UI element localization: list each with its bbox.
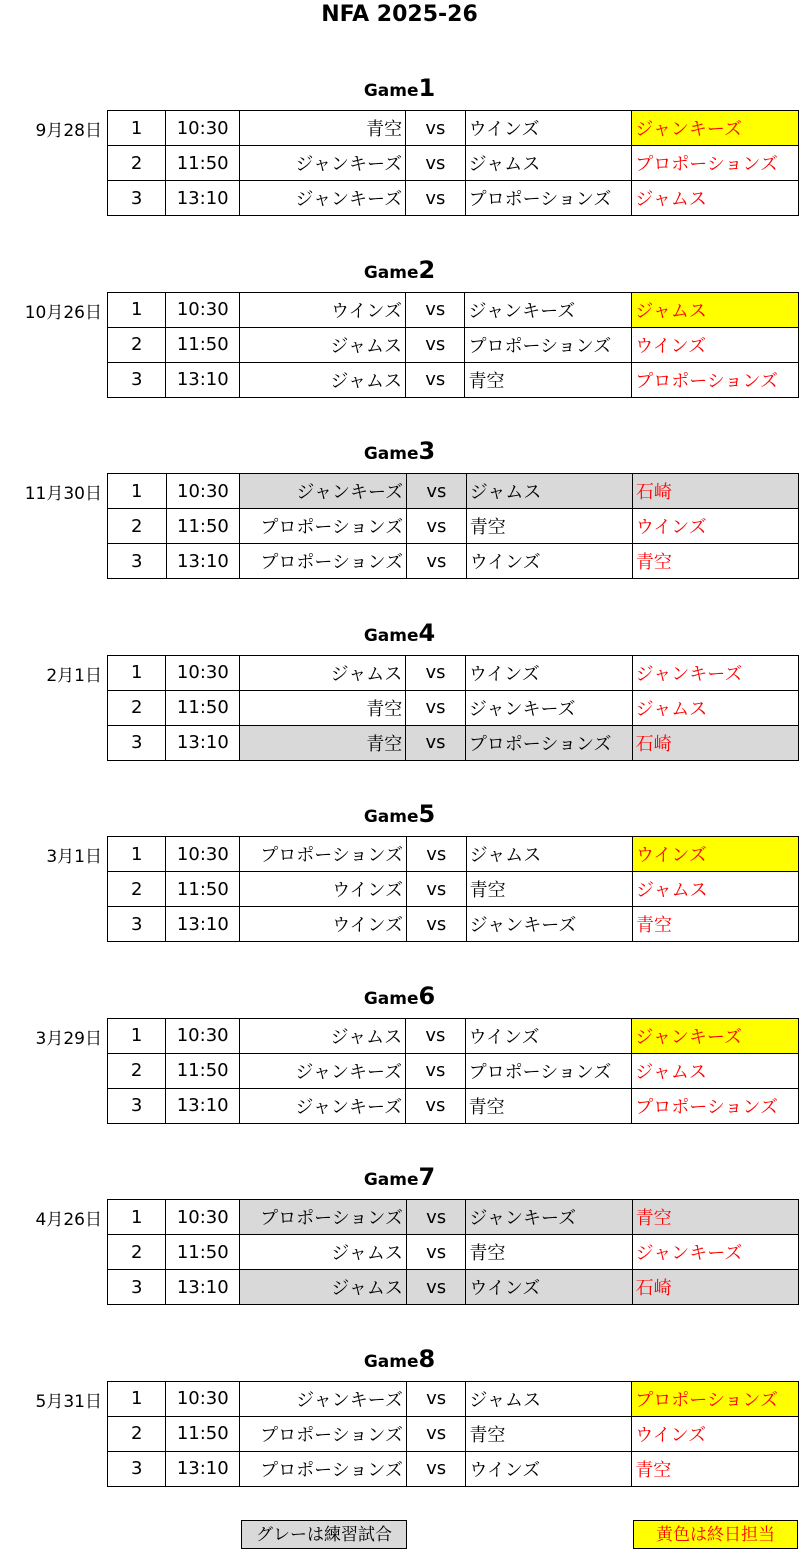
away-team-cell: ウインズ (465, 655, 632, 690)
match-time-cell: 10:30 (166, 111, 240, 146)
match-number-cell: 2 (108, 146, 166, 181)
home-team-cell: ジャムス (240, 1235, 407, 1270)
referee-cell: ウインズ (632, 1416, 799, 1451)
schedule-table (107, 1381, 799, 1487)
table-row (108, 655, 799, 690)
match-time-cell: 10:30 (166, 1018, 240, 1053)
game-date: 9月28日 (35, 121, 102, 141)
game-heading-prefix: Game (363, 1351, 419, 1372)
schedule-table (107, 110, 799, 216)
match-number-cell: 1 (108, 837, 166, 872)
match-time-cell: 13:10 (166, 1451, 240, 1486)
game-date: 10月26日 (24, 302, 102, 323)
away-team-cell: ジャンキーズ (465, 690, 632, 725)
vs-cell: vs (406, 111, 465, 146)
table-row (108, 1381, 799, 1416)
away-team-cell: ジャムス (466, 474, 632, 509)
table-row (108, 1018, 799, 1053)
home-team-cell: ジャムス (240, 655, 406, 690)
game-heading-number: 3 (418, 437, 436, 465)
home-team-cell: ジャンキーズ (240, 1088, 406, 1123)
game-heading (0, 437, 799, 465)
match-time-cell: 11:50 (166, 690, 240, 725)
table-row (108, 1451, 799, 1486)
home-team-cell: プロポーションズ (240, 509, 407, 544)
match-time-cell: 11:50 (166, 872, 240, 907)
vs-cell: vs (406, 146, 465, 181)
referee-cell: ジャムス (632, 292, 799, 327)
referee-cell: ウインズ (632, 837, 798, 872)
away-team-cell: 青空 (466, 872, 632, 907)
game-date: 3月29日 (35, 1028, 102, 1049)
game-heading-prefix: Game (363, 444, 419, 464)
referee-cell: 石崎 (632, 474, 798, 509)
table-row (108, 362, 799, 397)
table-row (108, 1053, 799, 1088)
referee-cell: プロポーションズ (632, 1381, 799, 1416)
game-date: 3月1日 (46, 847, 102, 867)
table-row (108, 907, 799, 942)
home-team-cell: プロポーションズ (240, 1416, 407, 1451)
referee-cell: ウインズ (632, 509, 798, 544)
match-number-cell: 3 (108, 907, 166, 942)
away-team-cell: ジャムス (465, 146, 632, 181)
home-team-cell: ジャムス (240, 1018, 406, 1053)
away-team-cell: 青空 (465, 362, 632, 397)
vs-cell: vs (406, 1451, 466, 1486)
vs-cell: vs (406, 1381, 466, 1416)
table-row (108, 111, 799, 146)
away-team-cell: ウインズ (465, 1018, 632, 1053)
match-time-cell: 13:10 (166, 1270, 240, 1305)
away-team-cell: ウインズ (466, 1270, 632, 1305)
match-number-cell: 3 (108, 1451, 166, 1486)
table-row (108, 1416, 799, 1451)
vs-cell: vs (407, 907, 467, 942)
schedule-table (107, 473, 799, 579)
referee-cell: プロポーションズ (632, 362, 799, 397)
away-team-cell: 青空 (466, 1235, 632, 1270)
home-team-cell: プロポーションズ (240, 837, 407, 872)
match-time-cell: 13:10 (166, 362, 240, 397)
referee-cell: 石崎 (632, 1270, 798, 1305)
match-time-cell: 10:30 (166, 292, 240, 327)
away-team-cell: プロポーションズ (465, 181, 632, 216)
table-row (108, 1088, 799, 1123)
match-number-cell: 2 (108, 1235, 166, 1270)
referee-cell: 青空 (632, 907, 798, 942)
table-row (108, 1200, 799, 1235)
referee-cell: ジャムス (632, 181, 799, 216)
home-team-cell: ジャムス (240, 362, 406, 397)
table-row (108, 837, 799, 872)
vs-cell: vs (406, 181, 465, 216)
game-date: 4月26日 (35, 1210, 102, 1230)
match-number-cell: 1 (108, 1381, 166, 1416)
referee-cell: ジャンキーズ (632, 1018, 799, 1053)
away-team-cell: ジャンキーズ (465, 292, 632, 327)
match-time-cell: 10:30 (166, 1200, 240, 1235)
game-heading-number: 7 (418, 1163, 436, 1191)
game-heading (0, 1163, 799, 1191)
table-row (108, 327, 799, 362)
game-heading-number: 2 (418, 255, 436, 284)
referee-cell: ジャンキーズ (632, 655, 798, 690)
vs-cell: vs (407, 544, 467, 579)
page-title: NFA 2025-26 (321, 2, 478, 27)
match-number-cell: 3 (108, 1088, 166, 1123)
match-number-cell: 3 (108, 362, 166, 397)
game-heading-prefix: Game (363, 1170, 419, 1190)
game-heading (0, 800, 799, 828)
home-team-cell: 青空 (240, 725, 406, 760)
game-heading-number: 5 (418, 800, 436, 828)
game-heading-number: 8 (418, 1344, 436, 1373)
vs-cell: vs (407, 837, 467, 872)
referee-cell: 青空 (632, 544, 798, 579)
vs-cell: vs (406, 655, 466, 690)
away-team-cell: ジャムス (466, 1381, 632, 1416)
away-team-cell: ジャムス (466, 837, 632, 872)
game-heading-prefix: Game (363, 807, 419, 827)
table-row (108, 146, 799, 181)
match-number-cell: 1 (108, 1018, 166, 1053)
table-row (108, 1270, 799, 1305)
away-team-cell: 青空 (465, 1088, 632, 1123)
match-number-cell: 1 (108, 1200, 166, 1235)
game-heading (0, 619, 799, 647)
away-team-cell: ジャンキーズ (466, 907, 632, 942)
match-number-cell: 1 (108, 111, 166, 146)
home-team-cell: ジャンキーズ (240, 1053, 406, 1088)
match-number-cell: 2 (108, 509, 167, 544)
away-team-cell: プロポーションズ (465, 327, 632, 362)
vs-cell: vs (407, 474, 467, 509)
match-number-cell: 1 (108, 655, 166, 690)
home-team-cell: ジャンキーズ (240, 1381, 407, 1416)
home-team-cell: ジャムス (240, 327, 406, 362)
referee-cell: 青空 (632, 1451, 799, 1486)
vs-cell: vs (406, 1088, 465, 1123)
vs-cell: vs (405, 292, 465, 327)
match-time-cell: 10:30 (166, 1381, 240, 1416)
game-heading-prefix: Game (363, 262, 419, 283)
vs-cell: vs (406, 1200, 466, 1235)
home-team-cell: プロポーションズ (240, 1200, 407, 1235)
game-heading-number: 4 (418, 618, 436, 647)
table-row (108, 1235, 799, 1270)
vs-cell: vs (406, 1416, 466, 1451)
vs-cell: vs (405, 327, 465, 362)
game-heading-prefix: Game (363, 81, 419, 101)
table-row (108, 872, 799, 907)
match-number-cell: 1 (108, 474, 167, 509)
game-date: 2月1日 (46, 665, 102, 686)
away-team-cell: プロポーションズ (465, 725, 632, 760)
table-row (108, 725, 799, 760)
match-time-cell: 13:10 (166, 725, 240, 760)
home-team-cell: プロポーションズ (240, 544, 407, 579)
referee-cell: 青空 (632, 1200, 798, 1235)
table-row (108, 181, 799, 216)
home-team-cell: 青空 (240, 690, 406, 725)
home-team-cell: 青空 (240, 111, 406, 146)
schedule-table (107, 1018, 799, 1124)
vs-cell: vs (406, 690, 466, 725)
home-team-cell: ウインズ (240, 907, 407, 942)
home-team-cell: ジャンキーズ (240, 146, 406, 181)
referee-cell: 石崎 (632, 725, 798, 760)
match-number-cell: 2 (108, 1416, 166, 1451)
legend-practice: グレーは練習試合 (241, 1520, 407, 1549)
away-team-cell: プロポーションズ (465, 1053, 632, 1088)
table-row (108, 544, 799, 579)
away-team-cell: 青空 (466, 1416, 632, 1451)
match-time-cell: 13:10 (166, 544, 240, 579)
referee-cell: プロポーションズ (632, 146, 799, 181)
match-number-cell: 3 (108, 1270, 166, 1305)
home-team-cell: ジャンキーズ (240, 474, 407, 509)
home-team-cell: ジャンキーズ (240, 181, 406, 216)
match-time-cell: 10:30 (166, 655, 240, 690)
match-number-cell: 2 (108, 1053, 166, 1088)
game-heading (0, 982, 799, 1010)
match-number-cell: 3 (108, 181, 166, 216)
match-number-cell: 1 (108, 292, 166, 327)
vs-cell: vs (406, 1018, 465, 1053)
match-time-cell: 11:50 (166, 509, 240, 544)
game-heading (0, 74, 799, 102)
vs-cell: vs (407, 509, 467, 544)
match-time-cell: 11:50 (166, 1416, 240, 1451)
match-time-cell: 13:10 (166, 1088, 240, 1123)
table-row (108, 474, 799, 509)
match-time-cell: 11:50 (166, 1235, 240, 1270)
vs-cell: vs (406, 1270, 466, 1305)
match-time-cell: 10:30 (166, 837, 240, 872)
vs-cell: vs (406, 1053, 465, 1088)
away-team-cell: 青空 (466, 509, 632, 544)
referee-cell: ウインズ (632, 327, 799, 362)
game-date: 5月31日 (35, 1391, 102, 1412)
schedule-table (107, 836, 799, 942)
match-time-cell: 11:50 (166, 327, 240, 362)
match-number-cell: 2 (108, 872, 166, 907)
match-time-cell: 10:30 (166, 474, 240, 509)
game-heading-prefix: Game (363, 625, 419, 646)
game-heading (0, 1345, 799, 1373)
game-date: 11月30日 (24, 484, 102, 504)
match-time-cell: 13:10 (166, 907, 240, 942)
schedule-table (107, 655, 799, 761)
away-team-cell: ウインズ (466, 544, 632, 579)
game-heading-prefix: Game (363, 988, 419, 1009)
game-heading-number: 6 (418, 981, 436, 1010)
match-time-cell: 13:10 (166, 181, 240, 216)
match-number-cell: 2 (108, 690, 166, 725)
legend-allday: 黄色は終日担当 (633, 1520, 798, 1549)
game-heading (0, 256, 799, 284)
schedule-table (107, 1199, 799, 1305)
match-number-cell: 2 (108, 327, 166, 362)
home-team-cell: ウインズ (240, 292, 406, 327)
referee-cell: プロポーションズ (632, 1088, 799, 1123)
vs-cell: vs (405, 362, 465, 397)
away-team-cell: ジャンキーズ (466, 1200, 632, 1235)
match-time-cell: 11:50 (166, 146, 240, 181)
away-team-cell: ウインズ (466, 1451, 632, 1486)
match-number-cell: 3 (108, 725, 166, 760)
match-number-cell: 3 (108, 544, 167, 579)
game-heading-number: 1 (418, 74, 436, 102)
referee-cell: ジャムス (632, 1053, 799, 1088)
away-team-cell: ウインズ (465, 111, 632, 146)
vs-cell: vs (407, 872, 467, 907)
referee-cell: ジャンキーズ (632, 111, 799, 146)
table-row (108, 292, 799, 327)
vs-cell: vs (406, 1235, 466, 1270)
home-team-cell: ウインズ (240, 872, 407, 907)
referee-cell: ジャムス (632, 872, 798, 907)
home-team-cell: ジャムス (240, 1270, 407, 1305)
schedule-table (107, 292, 799, 398)
home-team-cell: プロポーションズ (240, 1451, 407, 1486)
table-row (108, 509, 799, 544)
table-row (108, 690, 799, 725)
referee-cell: ジャムス (632, 690, 798, 725)
vs-cell: vs (406, 725, 466, 760)
referee-cell: ジャンキーズ (632, 1235, 798, 1270)
match-time-cell: 11:50 (166, 1053, 240, 1088)
